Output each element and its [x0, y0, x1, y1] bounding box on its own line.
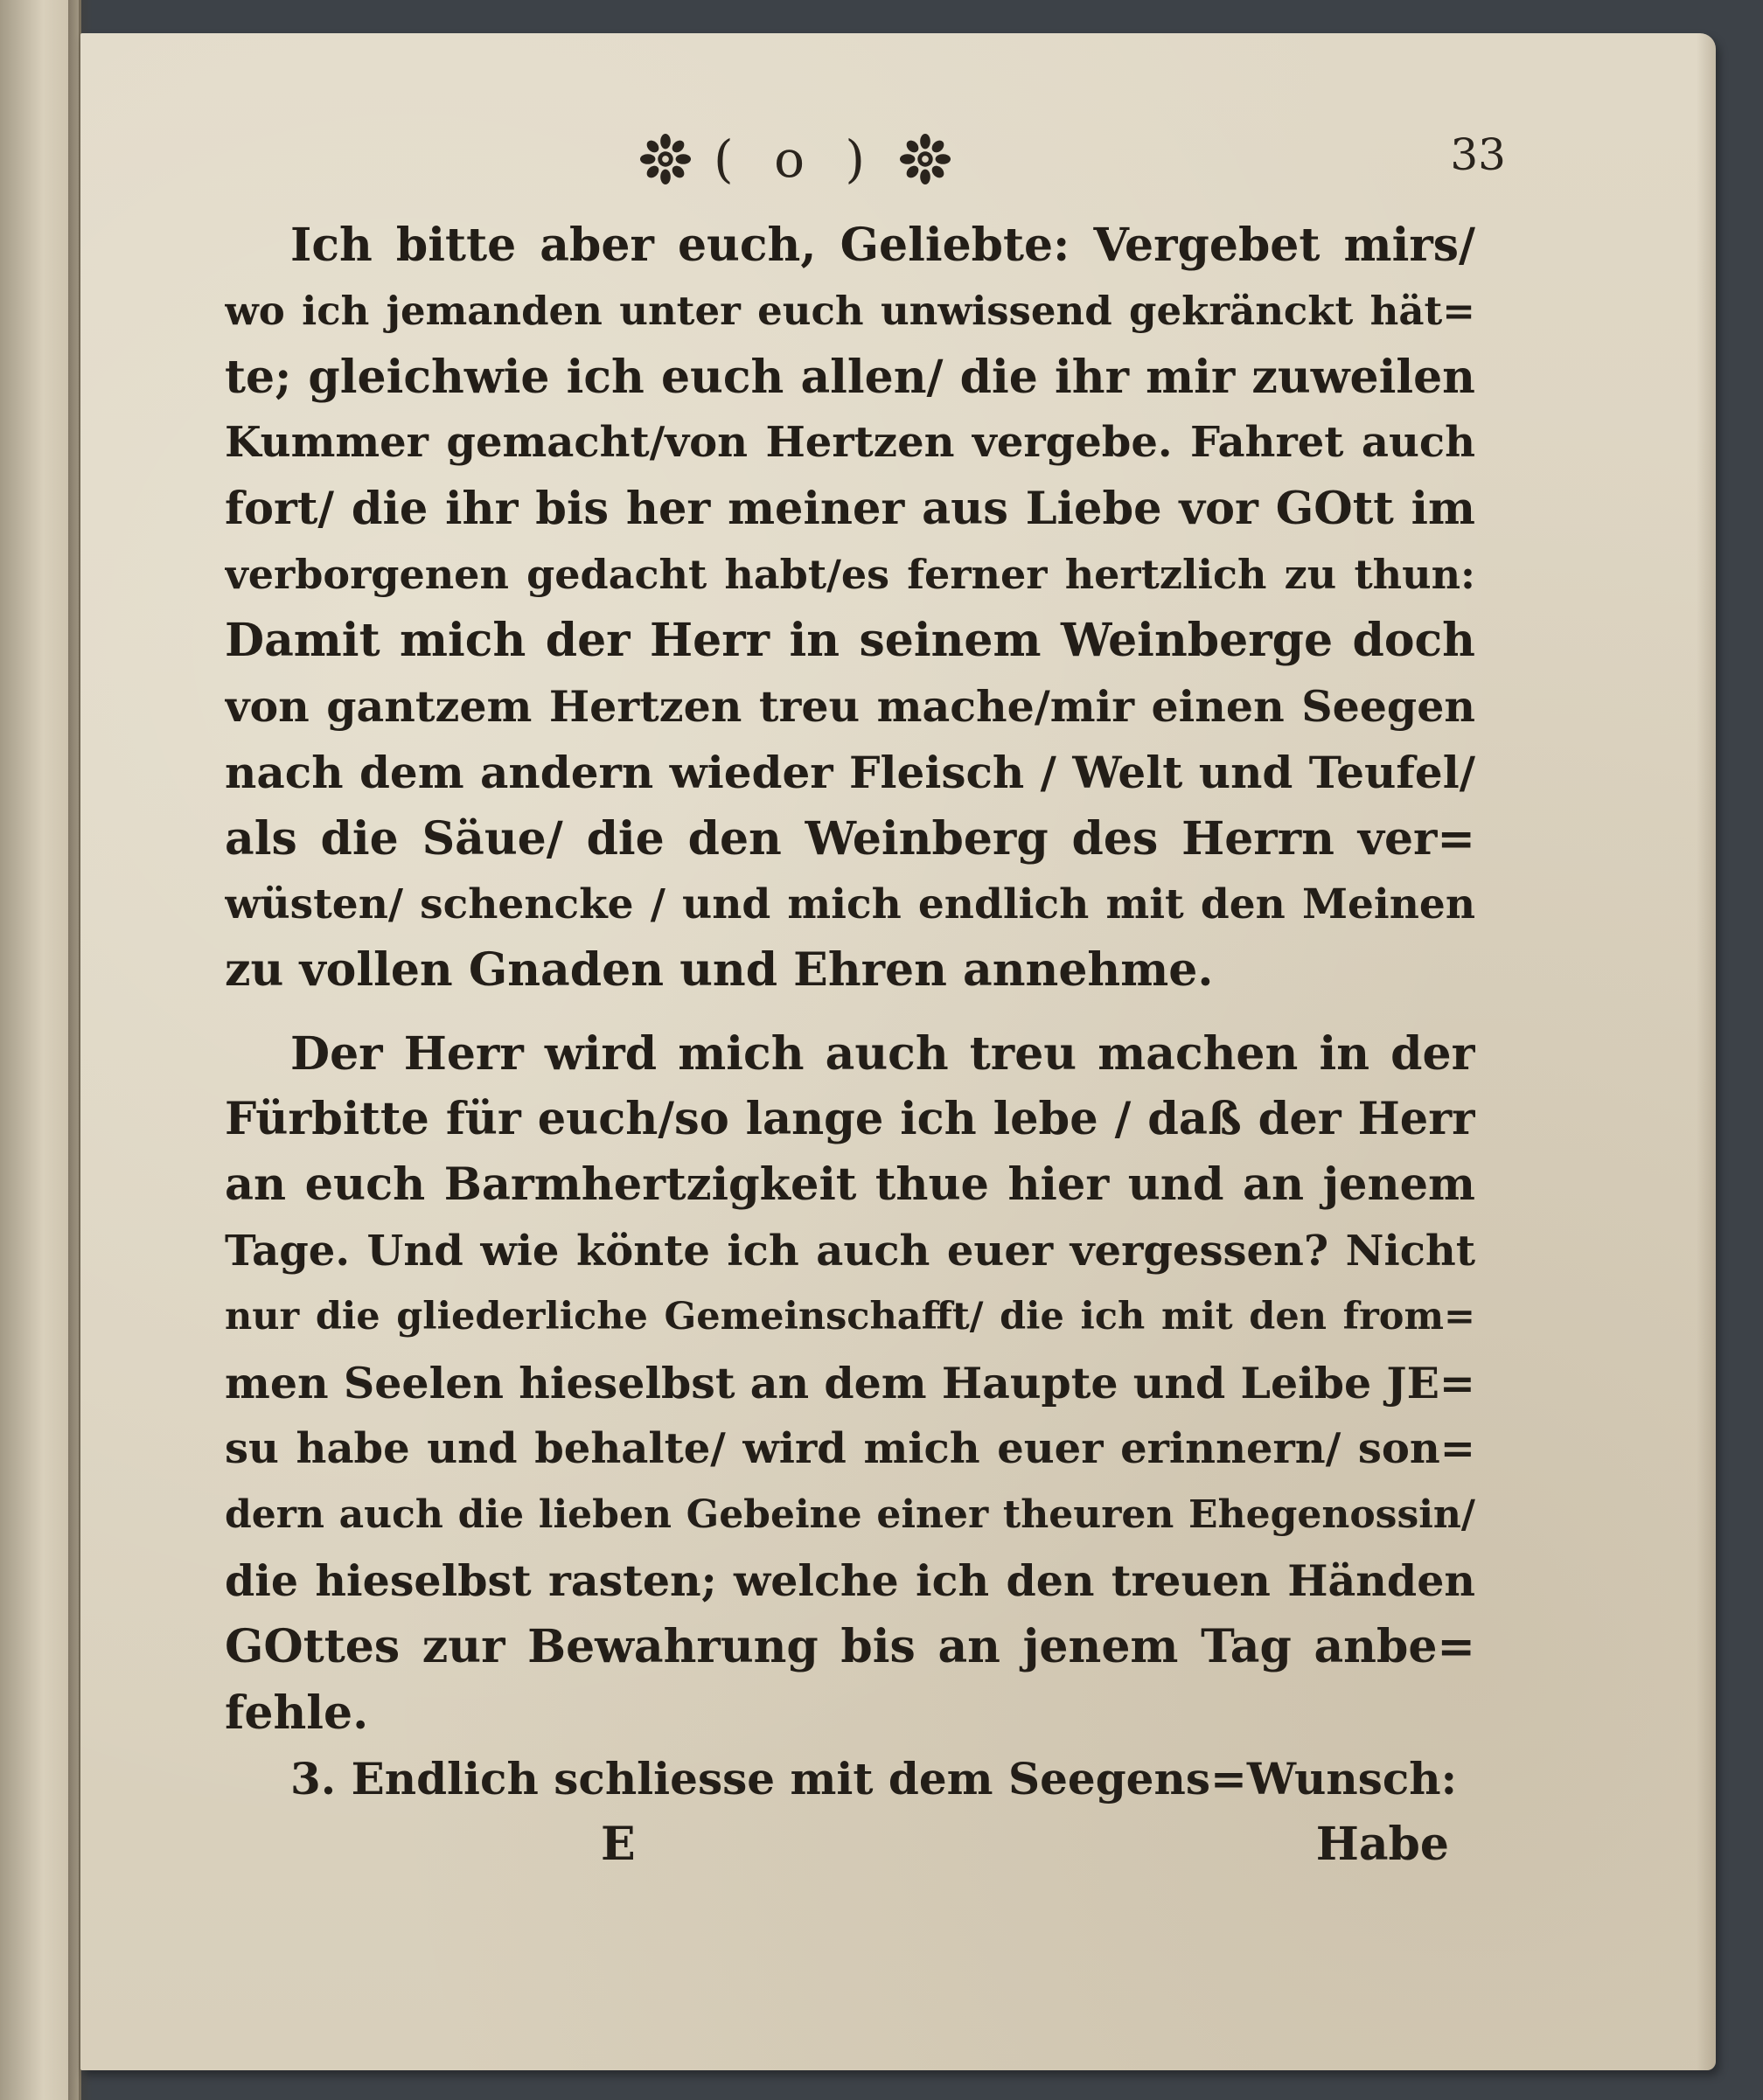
text-line: die hieselbst rasten; welche ich den treuen Händen — [225, 1554, 1475, 1606]
text-line: von gantzem Hertzen treu mache/mir einen Seegen — [225, 680, 1475, 732]
text-line: nach dem andern wieder Fleisch / Welt und Teufel/ — [225, 747, 1475, 799]
text-line: GOttes zur Bewahrung bis an jenem Tag anbe= — [225, 1620, 1475, 1674]
text-line: fort/ die ihr bis her meiner aus Liebe vor GOtt im — [225, 482, 1475, 535]
text-line: wüsten/ schencke / und mich endlich mit den Meinen — [225, 880, 1475, 928]
text-line: Der Herr wird mich auch treu machen in der — [290, 1026, 1475, 1081]
text-line: men Seelen hieselbst an dem Haupte und Leibe JE= — [225, 1357, 1475, 1408]
page-header — [640, 129, 1506, 208]
text-line: wo ich jemanden unter euch unwissend gekränckt hät= — [225, 288, 1475, 335]
page-number: 33 — [1450, 129, 1506, 180]
text-line: dern auch die lieben Gebeine einer theuren Ehegenossin/ — [225, 1492, 1475, 1538]
text-line: Tage. Und wie könte ich auch euer vergessen? Nicht — [225, 1226, 1475, 1276]
left-flower-ornament-icon — [640, 134, 691, 184]
text-line: Kummer gemacht/von Hertzen vergebe. Fahret auch — [225, 418, 1475, 468]
text-line: nur die gliederliche Gemeinschafft/ die ich mit den from= — [225, 1295, 1475, 1339]
text-line: Ich bitte aber euch, Geliebte: Vergebet mirs/ — [290, 219, 1475, 272]
text-line: als die Säue/ die den Weinberg des Herrn ver= — [225, 811, 1475, 866]
book-page — [80, 33, 1716, 2070]
paragraph-gap — [225, 1004, 1475, 1021]
page-edge — [1697, 33, 1716, 2070]
folio-mark: ( o ) — [714, 129, 878, 189]
text-line: fehle. — [225, 1686, 369, 1740]
text-line: te; gleichwie ich euch allen/ die ihr mir zuweilen — [225, 350, 1475, 404]
text-line: Fürbitte für euch/so lange ich lebe / daß der Herr — [225, 1093, 1475, 1146]
page-footer — [225, 1811, 1475, 1877]
text-line: zu vollen Gnaden und Ehren annehme. — [225, 943, 1214, 998]
catchword: Habe — [1315, 1818, 1449, 1872]
page-body-text — [225, 212, 1475, 1877]
right-flower-ornament-icon — [900, 134, 951, 184]
signature-mark: E — [601, 1818, 636, 1872]
text-line: su habe und behalte/ wird mich euer erinnern/ son= — [225, 1424, 1475, 1474]
text-line: 3. Endlich schliesse mit dem Seegens=Wunsch: — [290, 1752, 1458, 1804]
text-line: verborgenen gedacht habt/es ferner hertzlich zu thun: — [225, 550, 1475, 598]
running-head — [640, 129, 951, 189]
text-line: an euch Barmhertzigkeit thue hier und an jenem — [225, 1158, 1475, 1212]
text-line: Damit mich der Herr in seinem Weinberge doch — [225, 614, 1475, 668]
